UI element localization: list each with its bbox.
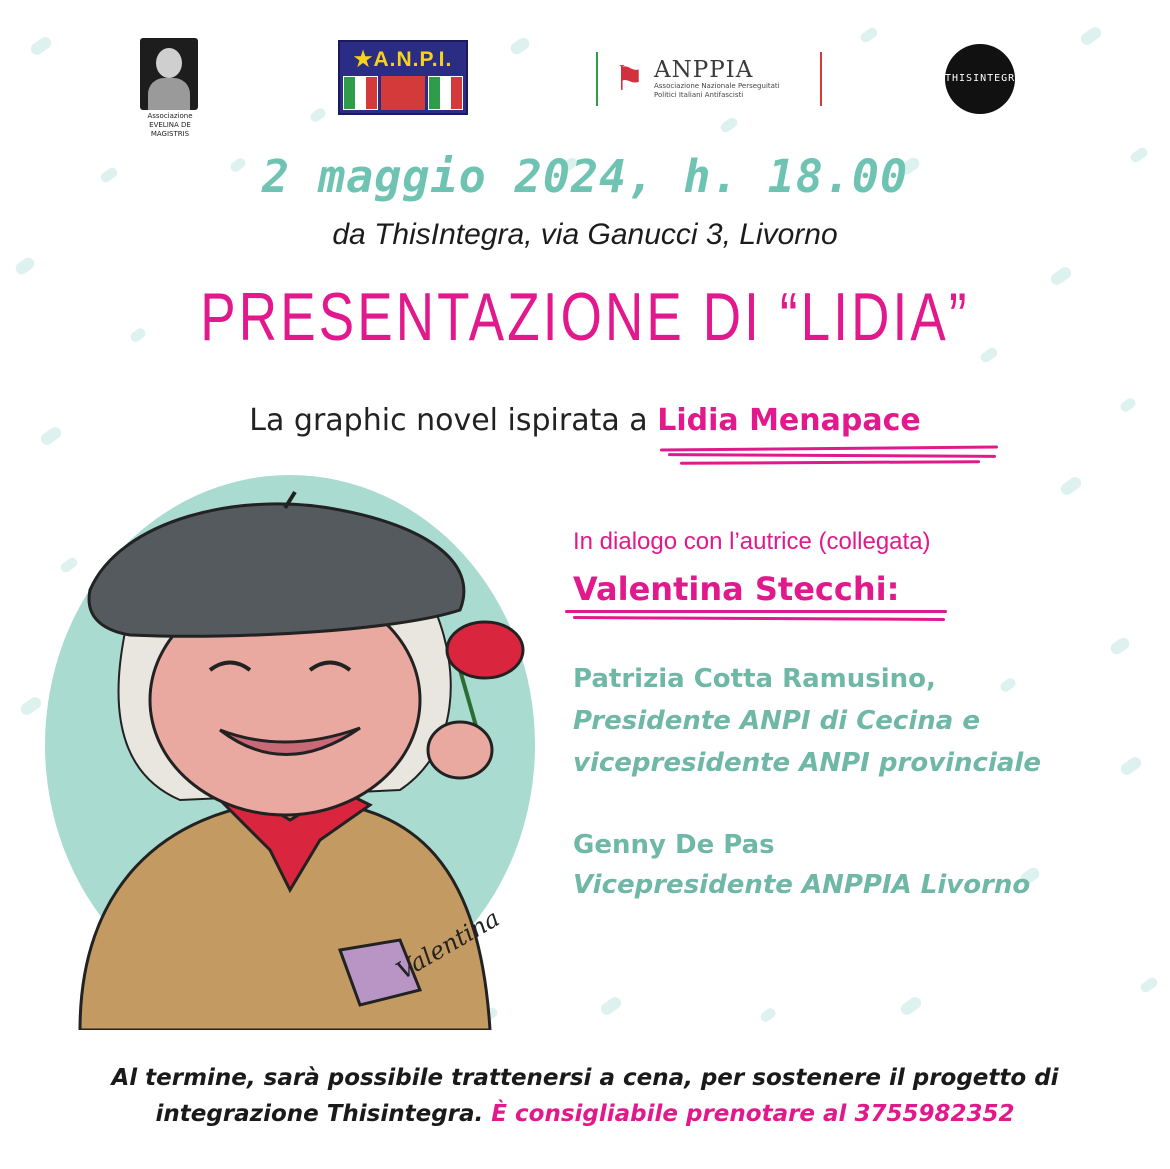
anppia-sub-2: Politici Italiani Antifascisti <box>654 91 744 99</box>
guest1-role-1: Presidente ANPI di Cecina e <box>573 706 980 736</box>
guest2-role: Vicepresidente ANPPIA Livorno <box>573 870 1031 900</box>
footer-line2-prefix: integrazione Thisintegra. <box>155 1101 492 1127</box>
page-title: PRESENTAZIONE DI “LIDIA” <box>200 279 970 355</box>
evelina-de-magistris-logo <box>140 38 200 140</box>
subtitle-name: Lidia Menapace <box>657 403 921 438</box>
subtitle-underline <box>660 446 998 452</box>
flag-icon <box>428 76 463 110</box>
poppy-flower <box>447 622 523 678</box>
red-band <box>381 76 424 110</box>
hand <box>428 722 492 778</box>
anpi-text: ★A.N.P.I. <box>353 48 453 71</box>
anpi-logo <box>338 40 468 115</box>
dialog-line: In dialogo con l’autrice (collegata) <box>573 528 931 555</box>
evelina-caption-line2: EVELINA DE MAGISTRIS <box>149 121 191 138</box>
footer-note <box>0 1060 1170 1132</box>
anpi-flags <box>340 76 466 113</box>
anppia-logo <box>596 52 822 106</box>
thisintegra-logo <box>945 44 1023 114</box>
guest2-name: Genny De Pas <box>573 830 775 860</box>
guest1-name: Patrizia Cotta Ramusino, <box>573 664 936 694</box>
author-name: Valentina Stecchi: <box>573 570 900 608</box>
anppia-sub-1: Associazione Nazionale Perseguitati <box>654 82 780 90</box>
event-venue: da ThisIntegra, via Ganucci 3, Livorno <box>332 218 838 251</box>
anppia-emblem-icon: ⚑ <box>614 59 645 99</box>
flag-icon <box>343 76 378 110</box>
footer-line2 <box>0 1096 1170 1132</box>
subtitle-underline <box>680 460 980 465</box>
footer-line1: Al termine, sarà possibile trattenersi a cena, per sostenere il progetto di <box>111 1065 1059 1091</box>
event-date: 2 maggio 2024, h. 18.00 <box>261 150 909 203</box>
evelina-caption <box>140 112 200 139</box>
author-underline <box>573 608 1133 624</box>
booking-phone: È consigliabile prenotare al 3755982352 <box>491 1101 1015 1127</box>
speakers-panel <box>573 528 1133 906</box>
thisintegra-text: THISINTEGRA <box>945 73 1023 84</box>
subtitle-underline <box>668 453 996 458</box>
subtitle-prefix: La graphic novel ispirata a <box>249 403 658 438</box>
subtitle <box>0 403 1170 438</box>
lidia-illustration <box>40 470 540 1030</box>
artist-signature: Valentina <box>391 904 505 986</box>
evelina-caption-line1: Associazione <box>147 112 193 120</box>
guest1-role-2: vicepresidente ANPI provinciale <box>573 748 1041 778</box>
anppia-name: ANPPIA <box>654 57 754 83</box>
portrait-icon <box>140 38 198 110</box>
